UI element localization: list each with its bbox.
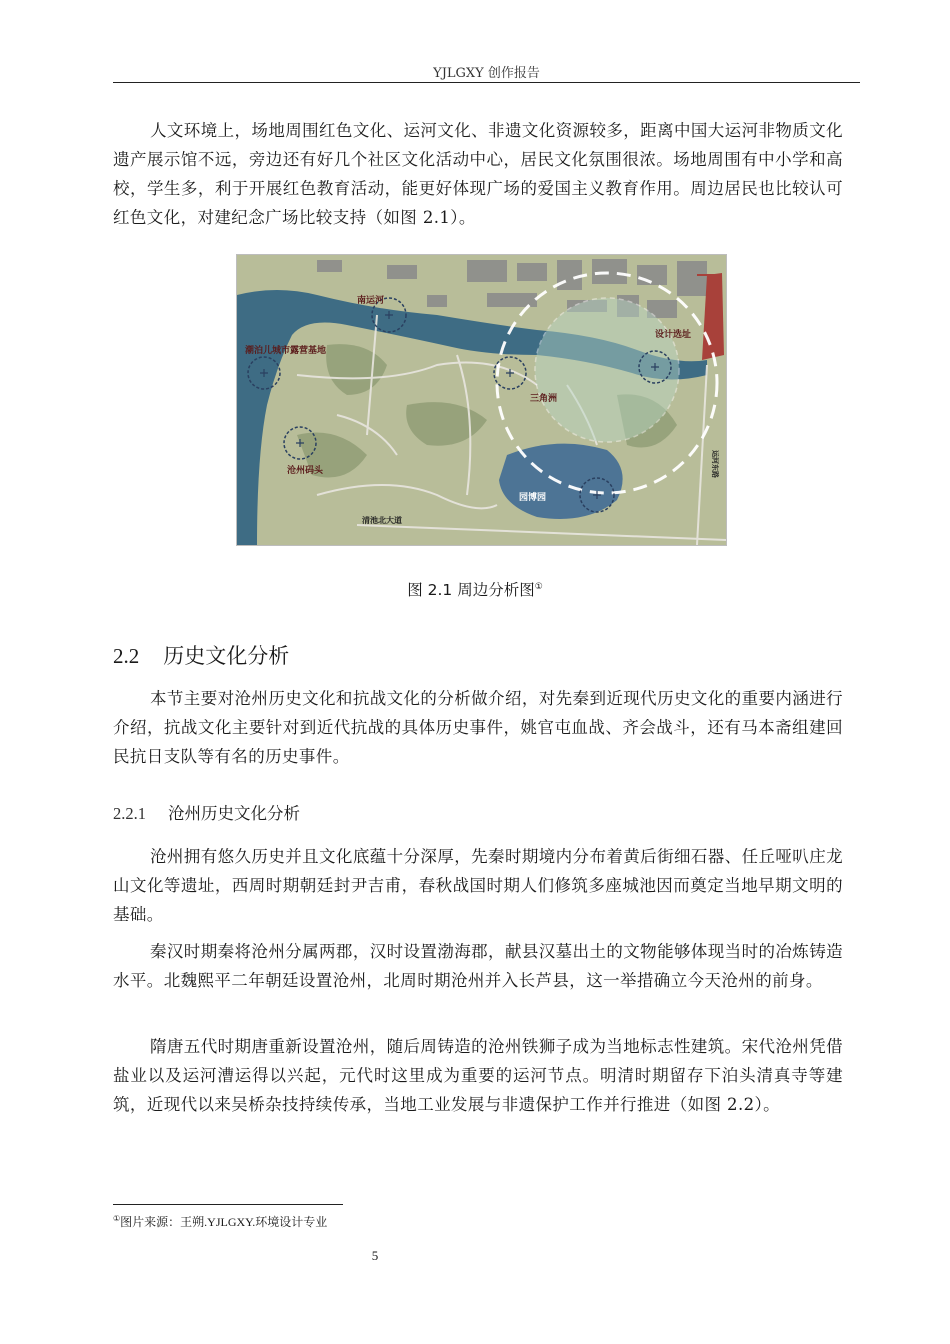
map-illustration bbox=[237, 255, 726, 545]
figure-caption-text: 图 2.1 周边分析图 bbox=[407, 581, 535, 599]
paragraph-qin-han: 秦汉时期秦将沧州分属两郡，汉时设置渤海郡，献县汉墓出土的文物能够体现当时的冶炼铸造水平。北魏熙平二年朝廷设置沧州，北周时期沧州并入长芦县，这一举措确立今天沧州的前身。 bbox=[113, 942, 843, 990]
page-number: 5 bbox=[371, 1248, 379, 1263]
map-label-road-south: 清池北大道 bbox=[362, 516, 402, 525]
subsection-number: 2.2.1 bbox=[113, 804, 146, 823]
map-label-road-east: 运河东路 bbox=[711, 450, 719, 478]
figure-caption bbox=[0, 578, 950, 600]
paragraph-sui-tang: 隋唐五代时期唐重新设置沧州，随后周铸造的沧州铁狮子成为当地标志性建筑。宋代沧州凭借盐业以及运河漕运得以兴起，元代时这里成为重要的运河节点。明清时期留存下泊头清真寺等建筑，近现代以来吴桥杂技持续传承，当地工业发展与非遗保护工作并行推进（如图 2.2）。 bbox=[113, 1037, 843, 1114]
header-rule bbox=[113, 82, 860, 83]
map-label-wharf: 沧州码头 bbox=[287, 466, 324, 476]
running-header: YJLGXY 创作报告 bbox=[433, 66, 540, 81]
surrounding-analysis-map bbox=[236, 254, 727, 546]
subsection-heading bbox=[113, 800, 300, 824]
map-label-site: 设计选址 bbox=[655, 330, 692, 340]
section-number: 2.2 bbox=[113, 644, 140, 668]
map-label-camp: 潮泊儿城市露营基地 bbox=[245, 346, 327, 356]
paragraph-pre-qin: 沧州拥有悠久历史并且文化底蕴十分深厚，先秦时期境内分布着黄后街细石器、任丘哑叭庄龙山文化等遗址，西周时期朝廷封尹吉甫，春秋战国时期人们修筑多座城池因而奠定当地早期文明的基础。 bbox=[113, 847, 843, 924]
footnote-mark: ① bbox=[113, 1214, 121, 1223]
map-label-park: 园博园 bbox=[519, 493, 547, 503]
subsection-title: 沧州历史文化分析 bbox=[168, 804, 300, 823]
figure-caption-footnote-mark: ① bbox=[534, 581, 543, 592]
paragraph-environment: 人文环境上，场地周围红色文化、运河文化、非遗文化资源较多，距离中国大运河非物质文化遗产展示馆不远，旁边还有好几个社区文化活动中心，居民文化氛围很浓。场地周围有中小学和高校，学生多，利于开展红色教育活动，能更好体现广场的爱国主义教育作用。周边居民也比较认可红色文化，对建纪念广场比较支持（如图 2.1）。 bbox=[113, 121, 843, 227]
paragraph-section-intro: 本节主要对沧州历史文化和抗战文化的分析做介绍，对先秦到近现代历史文化的重要内涵进行介绍，抗战文化主要针对到近代抗战的具体历史事件，姚官屯血战、齐会战斗，还有马本斋组建回民抗日支队等有名的历史事件。 bbox=[113, 689, 843, 766]
section-title: 历史文化分析 bbox=[163, 644, 290, 668]
footnote-rule bbox=[113, 1204, 343, 1205]
section-heading bbox=[113, 640, 289, 670]
map-label-river: 南运河 bbox=[357, 296, 385, 306]
map-label-delta: 三角洲 bbox=[530, 394, 558, 404]
footnote-text: 图片来源：王朔.YJLGXY.环境设计专业 bbox=[120, 1215, 328, 1229]
footnote bbox=[113, 1213, 327, 1230]
